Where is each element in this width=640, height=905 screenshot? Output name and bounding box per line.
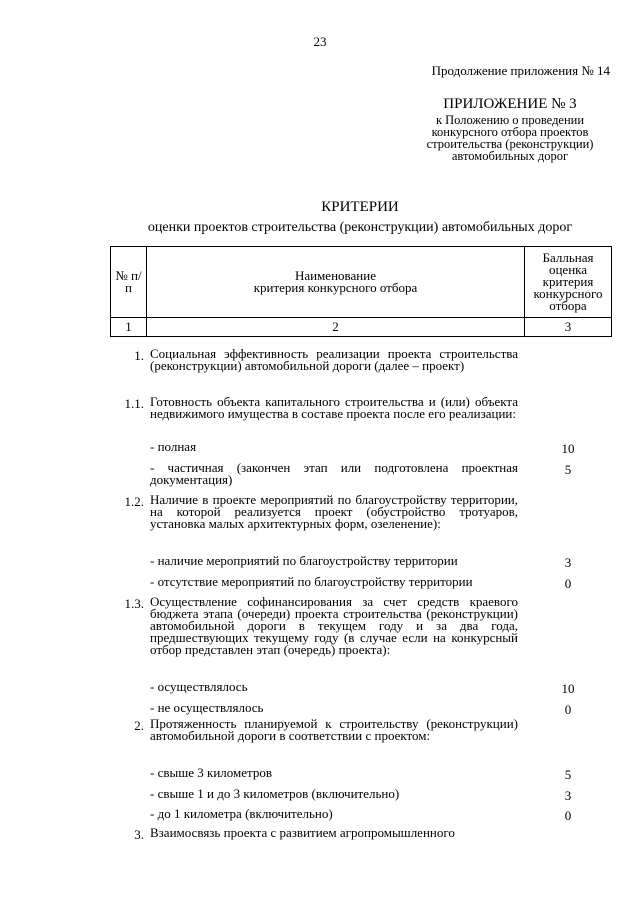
row-text: - осуществлялось <box>150 679 248 694</box>
row-number: 1.2. <box>124 494 144 509</box>
criteria-table-header <box>110 246 612 337</box>
row-text: Готовность объекта капитального строительства и (или) объекта недвижимого имущества в составе проекта после его реализации: <box>150 394 518 421</box>
row-score: 10 <box>561 441 575 456</box>
document-title: КРИТЕРИИ <box>321 199 399 215</box>
row-number: 3. <box>134 827 144 842</box>
row-number: 2. <box>134 718 144 733</box>
row-text: - не осуществлялось <box>150 700 264 715</box>
appendix-block <box>410 96 610 162</box>
row-text: - свыше 1 и до 3 километров (включительно) <box>150 786 400 801</box>
header-number: № п/п <box>111 247 147 318</box>
row-score: 3 <box>564 555 572 570</box>
header-index-1: 1 <box>111 318 147 337</box>
row-number: 1. <box>134 348 144 363</box>
row-text: Осуществление софинансирования за счет средств краевого бюджета этапа (очереди) проекта строительства (реконструкции) автомобильной дороги в текущем году и за два года, предшествующих текущему году (в случае если на конкурсный отбор представлен этап (очередь) проекта): <box>150 594 518 657</box>
row-text: Протяженность планируемой к строительству (реконструкции) автомобильной дороги в соответствии с проектом: <box>150 716 518 743</box>
row-score: 3 <box>564 788 572 803</box>
header-criterion-name <box>146 247 524 318</box>
row-score: 0 <box>564 808 572 823</box>
row-text: Социальная эффективность реализации проекта строительства (реконструкции) автомобильной дороги (далее – проект) <box>150 346 518 373</box>
page-number: 23 <box>313 34 327 49</box>
row-score: 0 <box>564 702 572 717</box>
appendix-line-2: конкурсного отбора проектов <box>431 125 589 139</box>
header-criterion-line-2: критерия конкурсного отбора <box>253 280 418 295</box>
row-score: 10 <box>561 681 575 696</box>
continuation-note: Продолжение приложения № 14 <box>431 63 610 78</box>
row-text: - отсутствие мероприятий по благоустройству территории <box>150 574 473 589</box>
row-number: 1.1. <box>124 396 144 411</box>
header-criterion-line-1: Наименование <box>294 268 376 283</box>
row-score: 5 <box>564 462 572 477</box>
row-score: 5 <box>564 767 572 782</box>
header-index-2: 2 <box>146 318 524 337</box>
row-text: Взаимосвязь проекта с развитием агропромышленного <box>150 825 455 840</box>
row-text: - частичная (закончен этап или подготовлена проектная документация) <box>150 460 518 487</box>
row-number: 1.3. <box>124 596 144 611</box>
row-text: - наличие мероприятий по благоустройству территории <box>150 553 458 568</box>
header-index-3: 3 <box>525 318 612 337</box>
appendix-line-1: к Положению о проведении <box>435 113 585 127</box>
appendix-line-4: автомобильных дорог <box>451 149 569 163</box>
appendix-line-3: строительства (реконструкции) <box>426 137 594 151</box>
row-text: - свыше 3 километров <box>150 765 272 780</box>
row-text: - полная <box>150 439 197 454</box>
row-text: - до 1 километра (включительно) <box>150 806 333 821</box>
appendix-title: ПРИЛОЖЕНИЕ № 3 <box>443 96 577 112</box>
document-subtitle: оценки проектов строительства (реконструкции) автомобильных дорог <box>147 220 573 235</box>
header-score: Балльная оценка критерия конкурсного отбора <box>525 247 612 318</box>
row-text: Наличие в проекте мероприятий по благоустройству территории, на которой реализуется проект (обустройство тротуаров, установка малых архитектурных форм, озеленение): <box>150 492 518 531</box>
row-score: 0 <box>564 576 572 591</box>
